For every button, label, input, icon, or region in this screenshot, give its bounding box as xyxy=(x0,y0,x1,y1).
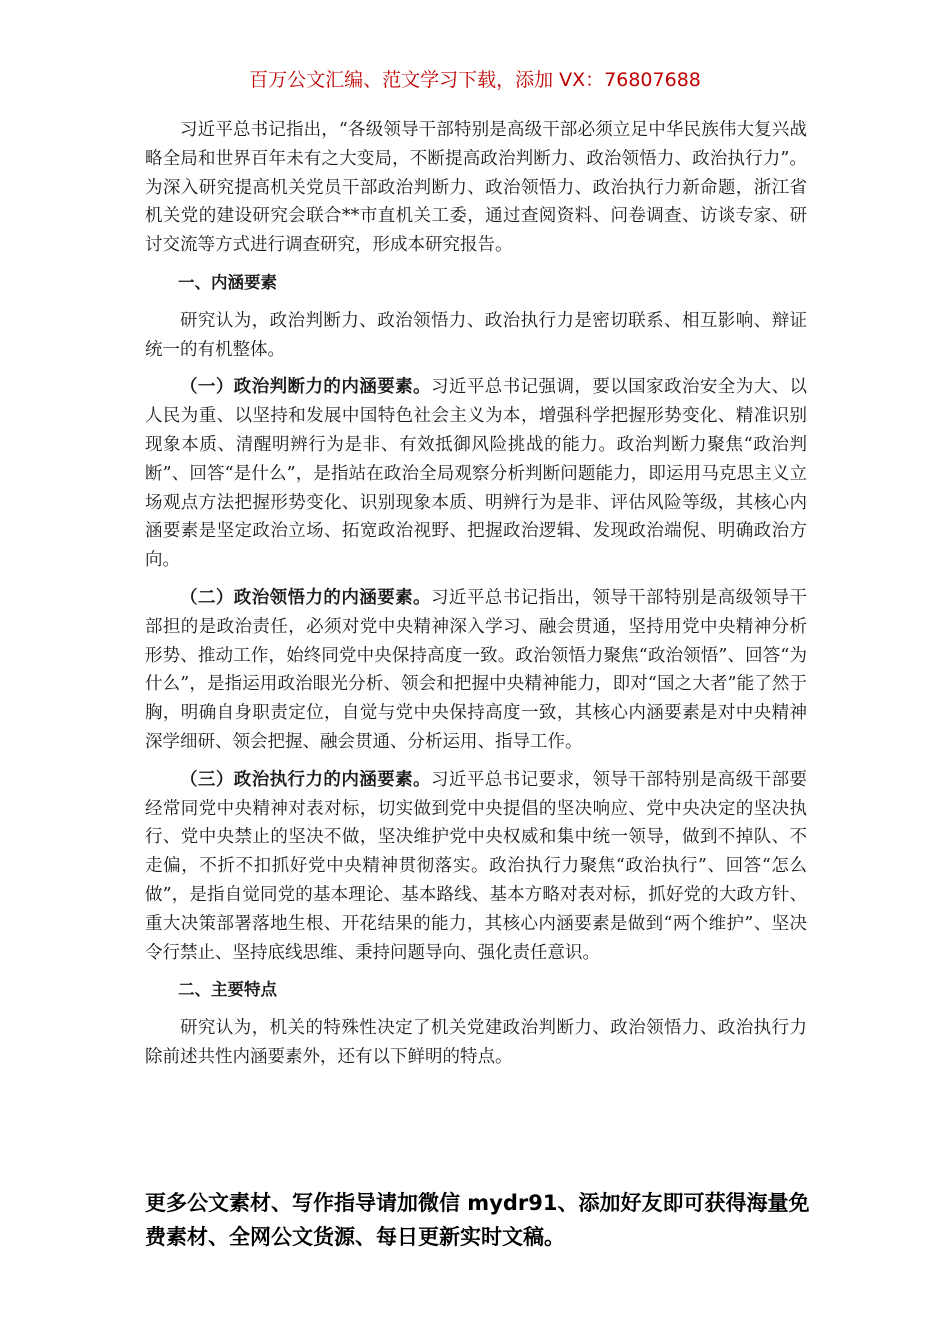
item1-text: 习近平总书记强调，要以国家政治安全为大、以人民为重、以坚持和发展中国特色社会主义为本，增强科学把握形势变化、精准识别现象本质、清醒明辨行为是非、有效抵御风险挑战的能力。政治判断力聚焦“政治判断”、回答“是什么”，是指站在政治全局观察分析判断问题能力，即运用马克思主义立场观点方法把握形势变化、识别现象本质、明辨行为是非、评估风险等级，其核心内涵要素是坚定政治立场、拓宽政治视野、把握政治逻辑、发现政治端倪、明确政治方向。 xyxy=(145,377,808,571)
section2-intro: 研究认为，机关的特殊性决定了机关党建政治判断力、政治领悟力、政治执行力除前述共性内涵要素外，还有以下鲜明的特点。 xyxy=(145,1018,807,1067)
item3-text: 习近平总书记要求，领导干部特别是高级干部要经常同党中央精神对表对标，切实做到党中央提倡的坚决响应、党中央决定的坚决执行、党中央禁止的坚决不做，坚决维护党中央权威和集中统一领导，做到不掉队、不走偏，不折不扣抓好党中央精神贯彻落实。政治执行力聚焦“政治执行”、回答“怎么做”，是指自觉同党的基本理论、基本路线、基本方略对表对标，抓好党的大政方针、重大决策部署落地生根、开花结果的能力，其核心内涵要素是做到“两个维护”、坚决令行禁止、坚持底线思维、秉持问题导向、强化责任意识。 xyxy=(145,769,808,963)
item3-lead: （三）政治执行力的内涵要素。 xyxy=(180,769,431,790)
document-body xyxy=(145,116,807,1081)
item2-lead: （二）政治领悟力的内涵要素。 xyxy=(180,587,431,608)
section1-title: 一、内涵要素 xyxy=(178,272,277,292)
intro-paragraph: 习近平总书记指出，“各级领导干部特别是高级干部必须立足中华民族伟大复兴战略全局和世界百年未有之大变局，不断提高政治判断力、政治领悟力、政治执行力”。为深入研究提高机关党员干部政治判断力、政治领悟力、政治执行力新命题，浙江省机关党的建设研究会联合**市直机关工委，通过查阅资料、问卷调查、访谈专家、研讨交流等方式进行调查研究，形成本研究报告。 xyxy=(145,120,807,256)
item2-paragraph xyxy=(145,584,807,757)
item2-text: 习近平总书记指出，领导干部特别是高级领导干部担的是政治责任，必须对党中央精神深入学习、融会贯通，坚持用党中央精神分析形势、推动工作，始终同党中央保持高度一致。政治领悟力聚焦“政治领悟”、回答“为什么”，是指运用政治眼光分析、领会和把握中央精神能力，即对“国之大者”能了然于胸，明确自身职责定位，自觉与党中央保持高度一致，其核心内涵要素是对中央精神深学细研、领会把握、融会贯通、分析运用、指导工作。 xyxy=(145,587,808,752)
item3-paragraph xyxy=(145,766,807,968)
footer-ad-text: 更多公文素材、写作指导请加微信 mydr91、添加好友即可获得海量免费素材、全网公文货源、每日更新实时文稿。 xyxy=(145,1191,810,1249)
section2-title: 二、主要特点 xyxy=(178,980,277,1000)
header-ad-text: 百万公文汇编、范文学习下载，添加 VX：76807688 xyxy=(249,69,701,91)
item1-paragraph xyxy=(145,373,807,575)
item1-lead: （一）政治判断力的内涵要素。 xyxy=(180,377,431,398)
section1-intro: 研究认为，政治判断力、政治领悟力、政治执行力是密切联系、相互影响、辩证统一的有机整体。 xyxy=(145,310,807,360)
